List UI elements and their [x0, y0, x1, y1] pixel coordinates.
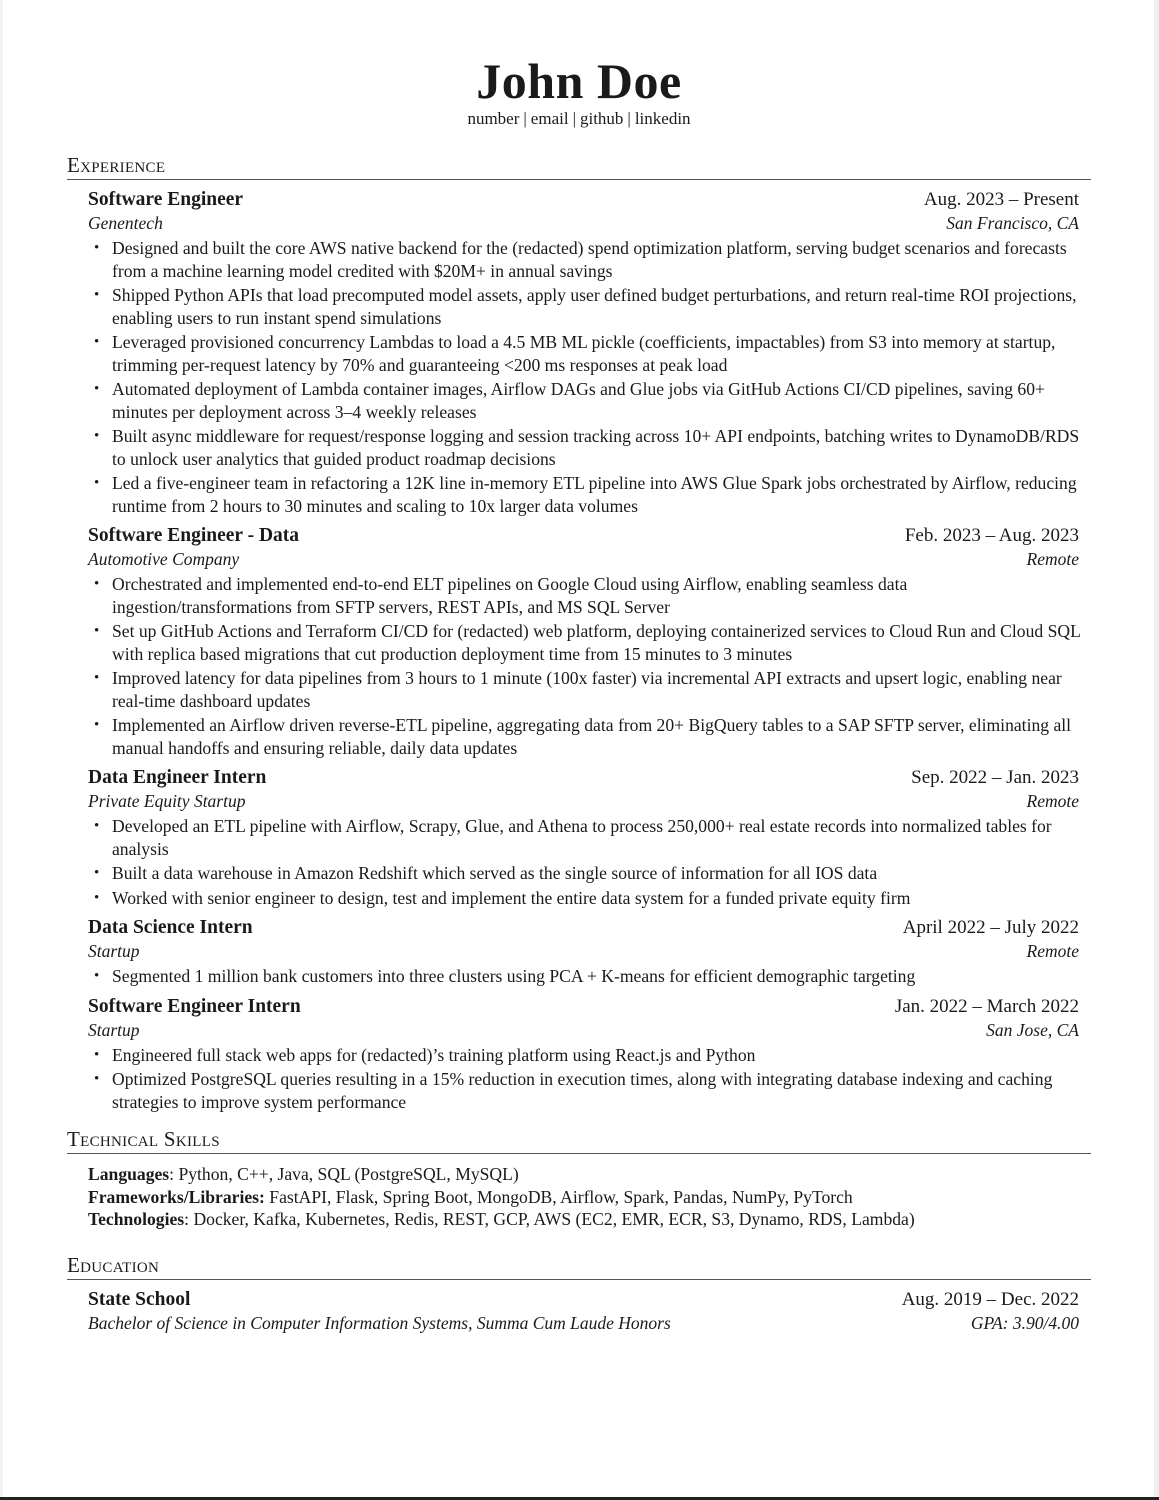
bullet-list [67, 965, 1091, 988]
experience-entry [67, 994, 1091, 1042]
bullet-list [67, 237, 1091, 517]
entry-header-row [88, 994, 1079, 1019]
skills-label: Frameworks/Libraries: [88, 1186, 265, 1207]
job-dates: Sep. 2022 – Jan. 2023 [911, 767, 1079, 789]
gpa: GPA: 3.90/4.00 [970, 1312, 1079, 1333]
resume-header [67, 55, 1091, 129]
bullet-item: • Worked with senior engineer to design, test and implement the entire data system for a funded private equity firm [112, 887, 1091, 910]
bullet-item: • Designed and built the core AWS native backend for the (redacted) spend optimization platform, serving budget scenarios and forecasts from a machine learning model credited with $20M+ in annual savings [112, 237, 1091, 282]
experience-section [67, 153, 1091, 1113]
skills-section [67, 1127, 1091, 1231]
entry-header-row [88, 1287, 1079, 1312]
entry-header-row [88, 187, 1079, 212]
job-dates: April 2022 – July 2022 [902, 917, 1079, 939]
bullet-item: • Built async middleware for request/response logging and session tracking across 10+ API endpoints, batching writes to DynamoDB/RDS to unlock user analytics that guided product roadmap decisions [112, 425, 1091, 470]
skills-row-technologies [88, 1208, 1091, 1231]
experience-entry [67, 523, 1091, 571]
bullet-list [67, 815, 1091, 909]
skills-colon: : [169, 1164, 179, 1185]
entry-header-row [88, 915, 1079, 940]
education-section [67, 1253, 1091, 1335]
job-title: Software Engineer [88, 189, 244, 210]
job-title: Data Science Intern [88, 917, 253, 939]
bullet-list [67, 1044, 1091, 1114]
skills-value: FastAPI, Flask, Spring Boot, MongoDB, Airflow, Spark, Pandas, NumPy, PyTorch [269, 1186, 853, 1207]
job-location: San Francisco, CA [946, 213, 1079, 233]
job-location: San Jose, CA [986, 1019, 1079, 1040]
company-name: Genentech [88, 213, 163, 233]
job-title: Software Engineer Intern [88, 995, 301, 1017]
skills-list [67, 1163, 1091, 1231]
company-name: Startup [88, 941, 140, 962]
bullet-item: • Leveraged provisioned concurrency Lambdas to load a 4.5 MB ML pickle (coefficients, impactables) from S3 into memory at startup, trimming per-request latency by 70% and guaranteeing <200 ms responses at peak load [112, 331, 1091, 376]
experience-entry [67, 915, 1091, 963]
bullet-item: • Built a data warehouse in Amazon Redshift which served as the single source of information for all IOS data [112, 862, 1091, 885]
skills-value: Python, C++, Java, SQL (PostgreSQL, MySQL) [178, 1164, 519, 1185]
job-location: Remote [1026, 941, 1079, 962]
entry-sub-row [88, 212, 1079, 235]
entry-sub-row [88, 790, 1079, 813]
skills-row-frameworks [88, 1186, 1091, 1209]
bullet-item: • Set up GitHub Actions and Terraform CI/CD for (redacted) web platform, deploying containerized services to Cloud Run and Cloud SQL with replica based migrations that cut production deployment time from 15 minutes to 3 minutes [112, 620, 1091, 665]
bullet-item: • Segmented 1 million bank customers into three clusters using PCA + K-means for efficient demographic targeting [112, 965, 1091, 988]
skills-value: Docker, Kafka, Kubernetes, Redis, REST, GCP, AWS (EC2, EMR, ECR, S3, Dynamo, RDS, Lambda) [193, 1209, 915, 1230]
job-location: Remote [1026, 791, 1079, 812]
entry-sub-row [88, 1019, 1079, 1042]
job-dates: Feb. 2023 – Aug. 2023 [904, 525, 1079, 547]
resume-page [67, 55, 1091, 1335]
school-name: State School [88, 1288, 191, 1310]
skills-label: Languages [88, 1164, 170, 1185]
section-title-skills: Technical Skills [67, 1127, 1091, 1154]
bullet-item: • Implemented an Airflow driven reverse-ETL pipeline, aggregating data from 20+ BigQuery tables to a SAP SFTP server, eliminating all manual handoffs and ensuring reliable, daily data updates [112, 714, 1091, 759]
entry-header-row [88, 523, 1079, 548]
company-name: Startup [88, 1019, 140, 1040]
entry-sub-row [88, 940, 1079, 963]
job-title: Software Engineer - Data [88, 525, 300, 547]
experience-entry [67, 187, 1091, 235]
entry-sub-row [88, 1312, 1079, 1335]
page-edge-right [1154, 0, 1159, 1500]
contact-number[interactable]: number [467, 109, 520, 128]
entry-sub-row [88, 548, 1079, 571]
contact-line [67, 109, 1091, 129]
degree: Bachelor of Science in Computer Information Systems, Summa Cum Laude Honors [88, 1312, 671, 1333]
contact-separator: | [572, 109, 576, 128]
bullet-item: • Orchestrated and implemented end-to-end ELT pipelines on Google Cloud using Airflow, enabling seamless data ingestion/transformations from SFTP servers, REST APIs, and MS SQL Server [112, 573, 1091, 618]
bullet-item: • Optimized PostgreSQL queries resulting in a 15% reduction in execution times, along with integrating database indexing and caching strategies to improve system performance [112, 1068, 1091, 1113]
bullet-item: • Automated deployment of Lambda container images, Airflow DAGs and Glue jobs via GitHub Actions CI/CD pipelines, saving 60+ minutes per deployment across 3–4 weekly releases [112, 378, 1091, 423]
bullet-list [67, 573, 1091, 759]
skills-row-languages [88, 1163, 1091, 1186]
bullet-item: • Led a five-engineer team in refactoring a 12K line in-memory ETL pipeline into AWS Glue Spark jobs orchestrated by Airflow, reducing runtime from 2 hours to 30 minutes and scaling to 10x larger data volumes [112, 472, 1091, 517]
education-dates: Aug. 2019 – Dec. 2022 [901, 1288, 1079, 1310]
section-title-experience: Experience [67, 153, 1091, 180]
bullet-item: • Improved latency for data pipelines from 3 hours to 1 minute (100x faster) via incremental API extracts and upsert logic, enabling near real-time dashboard updates [112, 667, 1091, 712]
bullet-item: • Developed an ETL pipeline with Airflow, Scrapy, Glue, and Athena to process 250,000+ real estate records into normalized tables for analysis [112, 815, 1091, 860]
job-title: Data Engineer Intern [88, 767, 267, 789]
education-entry [67, 1287, 1091, 1335]
company-name: Private Equity Startup [88, 791, 246, 812]
job-location: Remote [1026, 549, 1079, 570]
candidate-name: John Doe [476, 53, 682, 109]
bullet-item: • Shipped Python APIs that load precomputed model assets, apply user defined budget perturbations, and return real-time ROI projections, enabling users to run instant spend simulations [112, 284, 1091, 329]
contact-github[interactable]: github [579, 109, 624, 128]
experience-entry [67, 765, 1091, 813]
job-dates: Aug. 2023 – Present [923, 189, 1079, 210]
entry-header-row [88, 765, 1079, 790]
skills-label: Technologies [88, 1209, 185, 1230]
company-name: Automotive Company [88, 549, 240, 570]
contact-separator: | [523, 109, 527, 128]
job-dates: Jan. 2022 – March 2022 [894, 995, 1079, 1017]
contact-linkedin[interactable]: linkedin [634, 109, 691, 128]
contact-email[interactable]: email [530, 109, 569, 128]
bullet-item: • Engineered full stack web apps for (redacted)’s training platform using React.js and Python [112, 1044, 1091, 1067]
page-edge-left [0, 0, 3, 1500]
contact-separator: | [627, 109, 631, 128]
section-title-education: Education [67, 1253, 1091, 1280]
skills-colon: : [184, 1209, 194, 1230]
